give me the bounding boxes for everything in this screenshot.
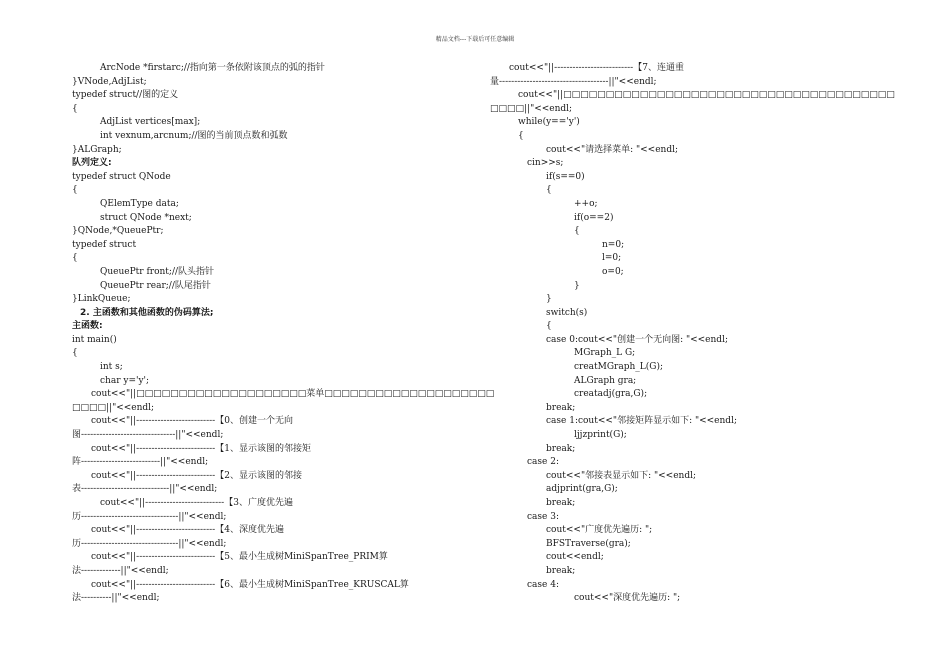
code-line: cout<<"||--------------------------【5、最小生成树MiniSpanTree_PRIM算 [91,552,388,563]
code-line: 表-----------------------------||"<<endl; [72,484,218,495]
code-line: QueuePtr rear;//队尾指针 [100,280,211,291]
code-line: }ALGraph; [72,144,122,155]
code-line: 阵--------------------------||"<<endl; [72,457,209,468]
code-line: while(y=='y') [518,117,580,128]
code-line: case 0:cout<<"创建一个无向图: "<<endl; [546,334,728,345]
code-line: 2. 主函数和其他函数的伪码算法; [80,307,214,318]
code-line: cout<<"||--------------------------【4、深度优先遍 [91,525,284,536]
code-line: cout<<"||--------------------------【1、显示该图的邻接矩 [91,443,311,454]
code-line: cout<<"||□□□□□□□□□□□□□□□□□□□□菜单□□□□□□□□□□□□□□□□□□□□ [91,389,495,400]
code-line: 历--------------------------------||"<<endl; [72,538,227,549]
code-line: typedef struct [72,239,137,250]
page-header: 精品文档---下载后可任意编辑 [435,36,515,43]
right-column [490,62,895,606]
code-line: MGraph_L G; [574,348,636,359]
code-line: cin>>s; [527,158,564,169]
code-line: int s; [100,362,123,373]
code-line: char y='y'; [100,375,150,386]
code-line: cout<<"邻接表显示如下: "<<endl; [546,470,697,481]
code-line: }QNode,*QueuePtr; [72,226,164,237]
code-line: 法----------||"<<endl; [72,593,160,604]
code-line: cout<<"||□□□□□□□□□□□□□□□□□□□□□□□□□□□□□□□□□□□□□□□ [518,90,895,101]
code-line: cout<<"||--------------------------【3、广度优先遍 [100,498,293,508]
code-line: 图-------------------------------||"<<endl; [72,430,224,441]
code-line: 历--------------------------------||"<<endl; [72,511,227,522]
code-line: case 1:cout<<"邻接矩阵显示如下: "<<endl; [546,416,737,427]
code-line: □□□□||"<<endl; [72,402,155,413]
code-line: int vexnum,arcnum;//图的当前顶点数和弧数 [100,130,288,141]
code-line: case 3: [527,511,559,522]
code-line: o=0; [602,266,624,277]
code-line: }LinkQueue; [72,294,131,305]
code-line: cout<<"||--------------------------【6、最小生成树MiniSpanTree_KRUSCAL算 [91,579,409,590]
code-line: } [546,294,552,305]
code-line: { [546,321,552,332]
code-line: BFSTraverse(gra); [546,538,631,549]
code-line: n=0; [602,239,625,250]
code-line: adjprint(gra,G); [546,484,618,495]
code-line: AdjList vertices[max]; [100,117,201,128]
code-line: cout<<"广度优先遍历: "; [546,525,653,536]
code-line: cout<<"||--------------------------【0、创建一个无向 [91,416,293,427]
code-line: 主函数: [72,321,103,332]
code-line: break; [546,443,576,454]
code-line: 量------------------------------------||"<<endl; [490,76,657,87]
code-line: QueuePtr front;//队头指针 [100,266,215,277]
left-column [72,62,495,606]
code-line: typedef struct//图的定义 [72,90,179,101]
code-line: 法-------------||"<<endl; [72,565,169,576]
code-line: break; [546,402,576,413]
code-line: case 4: [527,579,559,590]
code-line: cout<<"深度优先遍历: "; [574,593,681,604]
code-line: { [546,185,552,196]
code-line: cout<<"||--------------------------【2、显示该图的邻接 [91,470,302,481]
code-line: 队列定义: [72,158,112,169]
code-line: l=0; [602,253,622,264]
code-line: { [72,348,78,359]
code-line: cout<<"请选择菜单: "<<endl; [546,144,679,155]
code-line: if(s==0) [546,171,585,182]
code-line: if(o==2) [574,212,614,223]
code-line: { [72,103,78,114]
code-line: break; [546,565,576,576]
code-line: } [574,280,580,291]
code-line: ++o; [574,198,598,209]
code-line: creatMGraph_L(G); [574,362,664,373]
code-line: { [72,253,78,264]
code-line: break; [546,498,576,508]
code-line: { [72,185,78,196]
code-line: QElemType data; [100,198,179,209]
code-line: ljjzprint(G); [574,430,627,441]
code-line: typedef struct QNode [72,171,171,182]
code-line: case 2: [527,457,559,468]
code-line: creatadj(gra,G); [574,389,648,400]
code-line: cout<<endl; [546,552,604,563]
code-line: struct QNode *next; [100,212,192,223]
code-line: ArcNode *firstarc;//指向第一条依附该顶点的弧的指针 [100,63,325,73]
code-line: int main() [72,334,117,345]
code-line: □□□□||"<<endl; [490,103,573,114]
code-line: switch(s) [546,307,588,318]
code-line: { [574,226,580,237]
code-line: { [518,130,524,141]
code-line: cout<<"||--------------------------【7、连通重 [509,63,684,73]
code-line: ALGraph gra; [574,375,637,386]
code-line: }VNode,AdjList; [72,76,147,87]
